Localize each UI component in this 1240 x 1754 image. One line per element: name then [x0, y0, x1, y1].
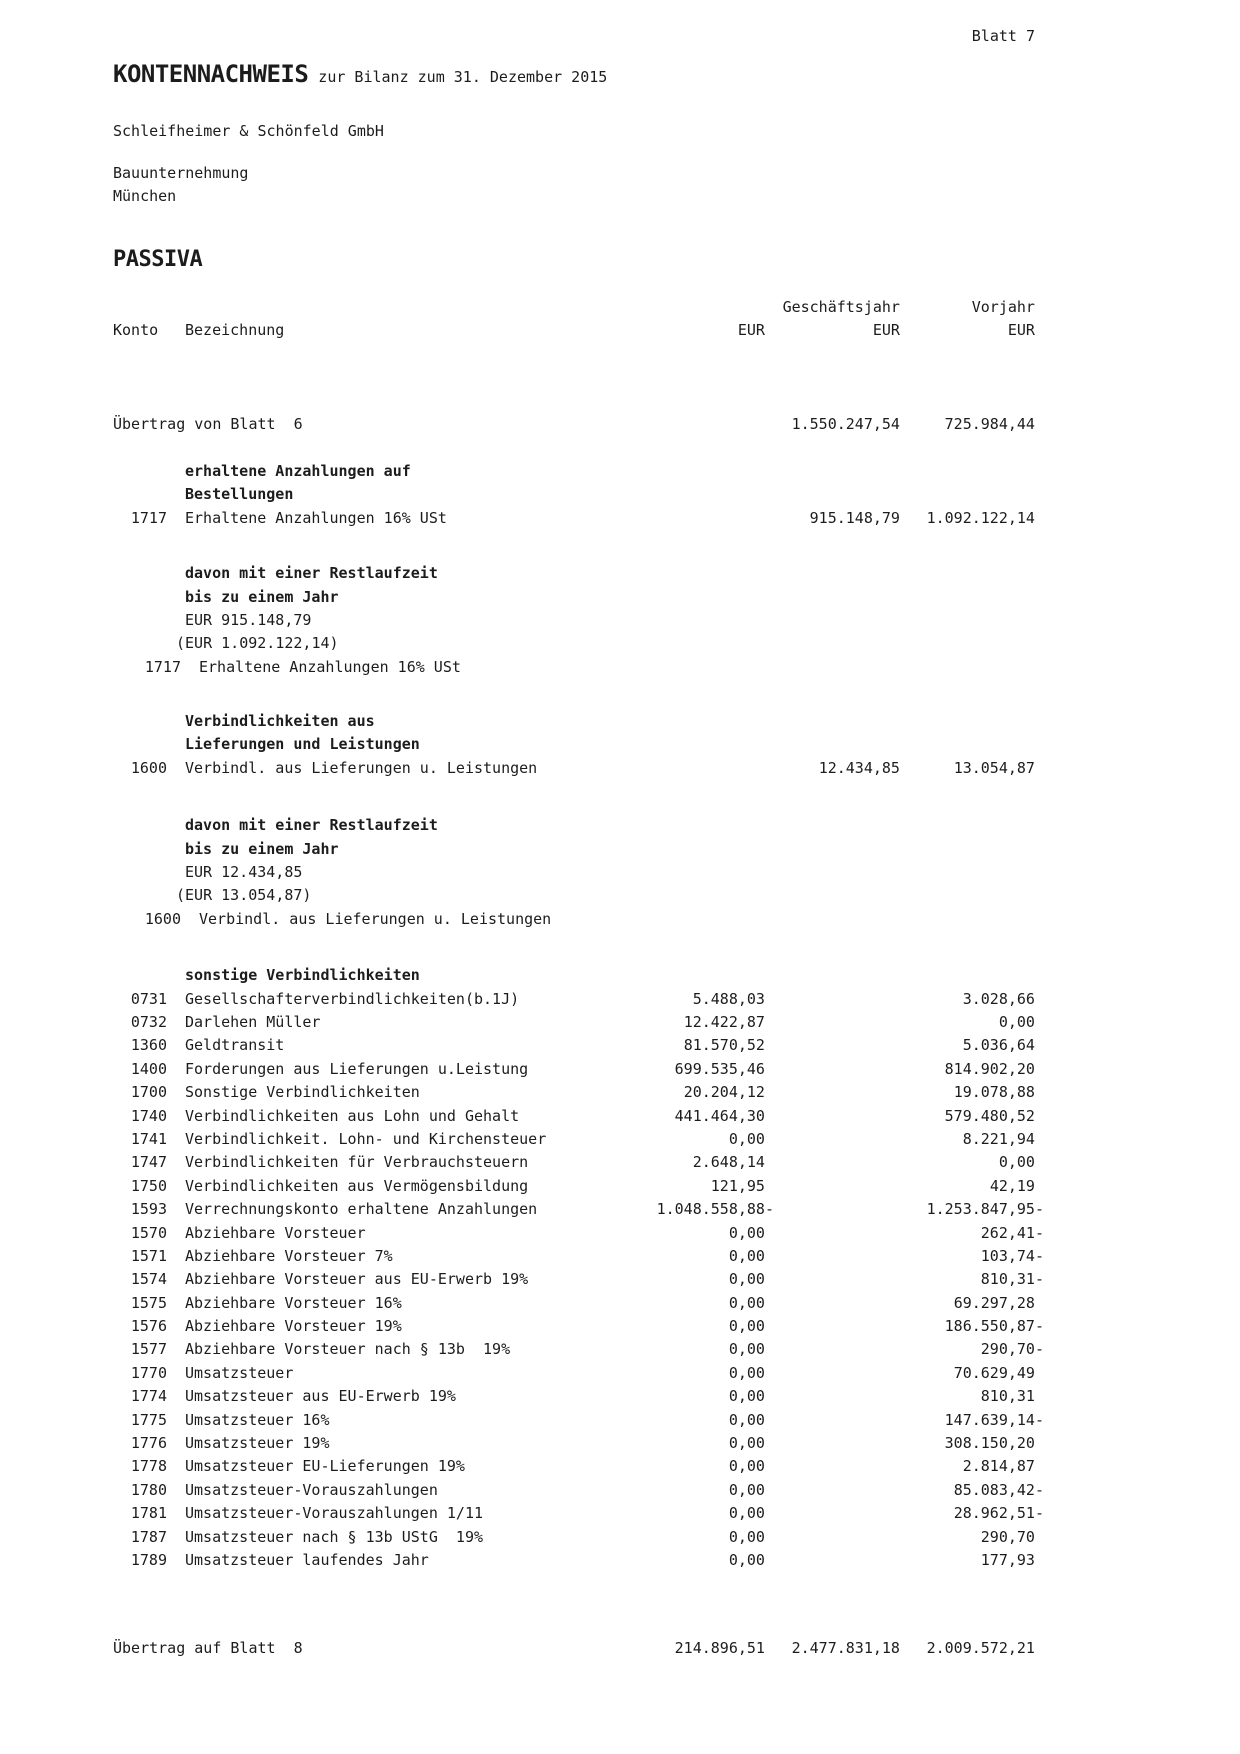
value-prior-year: 1.092.122,14 — [926, 508, 1044, 527]
value-prior-year: 42,19 — [989, 1176, 1044, 1195]
company-business: Bauunternehmung — [113, 164, 249, 182]
value-prior-year: 814.902,20 — [944, 1059, 1044, 1078]
value-prior-year: 810,31- — [980, 1270, 1044, 1289]
value-current-year — [774, 1268, 909, 1291]
section-heading-text: davon mit einer Restlaufzeit — [185, 816, 438, 835]
value-current-year — [774, 1222, 909, 1245]
value-eur: 0,00 — [728, 1434, 774, 1453]
table-row — [113, 1175, 1044, 1198]
value-prior-year: 725.984,44 — [944, 414, 1044, 433]
value-eur: 0,00 — [728, 1410, 774, 1429]
value-eur: 0,00 — [728, 1387, 774, 1406]
account-label: Darlehen Müller — [185, 1012, 321, 1031]
table-row — [113, 1151, 1044, 1174]
value-current-year — [774, 1526, 909, 1549]
value-current-year — [774, 1455, 909, 1478]
value-eur: 0,00 — [728, 1363, 774, 1382]
table-row — [113, 1292, 1044, 1315]
table-header — [113, 296, 1044, 343]
value-eur: 2.648,14 — [692, 1153, 774, 1172]
value-prior-year: 262,41- — [980, 1223, 1044, 1242]
spacer — [113, 679, 1044, 710]
value-current-year — [774, 1338, 909, 1361]
account-label: Umsatzsteuer 16% — [185, 1410, 330, 1429]
value-current-year — [774, 1034, 909, 1057]
value-current-year: 2.477.831,18 — [791, 1639, 909, 1658]
value-current-year — [774, 1081, 909, 1104]
value-eur: 214.896,51 — [674, 1639, 774, 1658]
account-label: Umsatzsteuer-Vorauszahlungen — [185, 1480, 438, 1499]
account-label: Sonstige Verbindlichkeiten — [185, 1083, 420, 1102]
table-row — [113, 988, 1044, 1011]
carry-forward-label: Übertrag von Blatt 6 — [113, 414, 303, 433]
value-prior-year: 2.814,87 — [962, 1457, 1044, 1476]
value-current-year — [774, 988, 909, 1011]
spacer — [113, 1572, 1044, 1637]
value-prior-year: 810,31 — [980, 1387, 1044, 1406]
report-title-line — [113, 60, 1044, 92]
account-number: 1781 — [130, 1504, 167, 1523]
restlaufzeit-prior-amount-text: (EUR 13.054,87) — [176, 886, 312, 905]
account-label: Geldtransit — [185, 1036, 285, 1055]
section-heading — [113, 562, 1044, 585]
section-heading — [113, 483, 1044, 506]
table-row — [113, 1315, 1044, 1338]
account-label: Verrechnungskonto erhaltene Anzahlungen — [185, 1200, 538, 1219]
account-label: Verbindlichkeiten aus Lohn und Gehalt — [185, 1106, 520, 1125]
restlaufzeit-account-row — [127, 656, 1044, 679]
value-prior-year: 8.221,94 — [962, 1129, 1044, 1148]
spacer — [113, 436, 1044, 460]
value-current-year — [774, 1198, 909, 1221]
section-heading-text: Bestellungen — [185, 485, 294, 504]
section-heading-text: davon mit einer Restlaufzeit — [185, 564, 438, 583]
value-current-year — [774, 1011, 909, 1034]
account-number: 1717 — [130, 508, 167, 527]
section-heading-text: sonstige Verbindlichkeiten — [185, 966, 420, 985]
value-current-year: 1.550.247,54 — [791, 414, 909, 433]
value-eur: 0,00 — [728, 1270, 774, 1289]
section-heading-text: bis zu einem Jahr — [185, 839, 339, 858]
value-prior-year: 3.028,66 — [962, 989, 1044, 1008]
column-group-current-year: Geschäftsjahr — [782, 297, 909, 316]
value-prior-year: 5.036,64 — [962, 1036, 1044, 1055]
account-label: Abziehbare Vorsteuer aus EU-Erwerb 19% — [185, 1270, 529, 1289]
value-prior-year: 0,00 — [998, 1153, 1044, 1172]
table-row — [113, 1222, 1044, 1245]
section-heading — [113, 586, 1044, 609]
column-eur-prior-year: EUR — [1007, 321, 1044, 340]
account-label: Umsatzsteuer EU-Lieferungen 19% — [185, 1457, 465, 1476]
value-prior-year: 177,93 — [980, 1550, 1044, 1569]
section-heading-text: Lieferungen und Leistungen — [185, 735, 420, 754]
account-label: Abziehbare Vorsteuer nach § 13b 19% — [185, 1340, 511, 1359]
account-number: 1747 — [130, 1153, 167, 1172]
account-label: Abziehbare Vorsteuer 7% — [185, 1246, 393, 1265]
table-header-columns — [113, 319, 1044, 342]
account-number: 1600 — [144, 909, 181, 928]
value-current-year — [774, 1549, 909, 1572]
restlaufzeit-amount-text: EUR 915.148,79 — [185, 610, 312, 629]
section-heading — [113, 733, 1044, 756]
account-number: 1717 — [144, 657, 181, 676]
account-label: Forderungen aus Lieferungen u.Leistung — [185, 1059, 529, 1078]
value-eur: 0,00 — [728, 1317, 774, 1336]
section-heading-text: Verbindlichkeiten aus — [185, 712, 375, 731]
column-eur-current-year: EUR — [872, 321, 909, 340]
value-prior-year: 19.078,88 — [953, 1083, 1044, 1102]
value-current-year — [774, 1362, 909, 1385]
section-heading — [113, 814, 1044, 837]
value-current-year — [774, 1409, 909, 1432]
value-prior-year: 2.009.572,21 — [926, 1639, 1044, 1658]
value-eur: 0,00 — [728, 1504, 774, 1523]
value-prior-year: 13.054,87 — [953, 758, 1044, 777]
account-label: Abziehbare Vorsteuer — [185, 1223, 366, 1242]
table-row — [113, 1058, 1044, 1081]
restlaufzeit-prior-amount-line — [113, 632, 1044, 655]
value-eur: 81.570,52 — [683, 1036, 774, 1055]
value-eur: 441.464,30 — [674, 1106, 774, 1125]
spacer — [113, 530, 1044, 562]
table-row — [113, 1081, 1044, 1104]
value-eur: 0,00 — [728, 1340, 774, 1359]
section-title-passiva: PASSIVA — [113, 246, 203, 272]
restlaufzeit-prior-amount-text: (EUR 1.092.122,14) — [176, 634, 339, 653]
account-label: Verbindlichkeiten für Verbrauchsteuern — [185, 1153, 529, 1172]
value-prior-year: 186.550,87- — [944, 1317, 1044, 1336]
account-label: Umsatzsteuer-Vorauszahlungen 1/11 — [185, 1504, 484, 1523]
account-label: Abziehbare Vorsteuer 19% — [185, 1317, 402, 1336]
value-eur: 0,00 — [728, 1480, 774, 1499]
value-eur: 0,00 — [728, 1246, 774, 1265]
account-number: 1593 — [130, 1200, 167, 1219]
value-current-year — [774, 1151, 909, 1174]
value-eur: 0,00 — [728, 1293, 774, 1312]
account-label: Abziehbare Vorsteuer 16% — [185, 1293, 402, 1312]
account-number: 1600 — [130, 758, 167, 777]
table-row — [113, 507, 1044, 530]
value-eur: 0,00 — [728, 1457, 774, 1476]
carry-forward-row — [113, 413, 1044, 436]
account-label: Verbindl. aus Lieferungen u. Leistungen — [199, 909, 552, 928]
table-row — [113, 1362, 1044, 1385]
account-number: 1774 — [130, 1387, 167, 1406]
column-bezeichnung: Bezeichnung — [185, 321, 285, 340]
table-row — [113, 1479, 1044, 1502]
value-eur: 0,00 — [728, 1129, 774, 1148]
report-title: KONTENNACHWEIS — [113, 60, 309, 88]
account-number: 1776 — [130, 1434, 167, 1453]
value-eur: 121,95 — [710, 1176, 774, 1195]
account-label: Umsatzsteuer nach § 13b UStG 19% — [185, 1527, 484, 1546]
restlaufzeit-prior-amount-line — [113, 884, 1044, 907]
sheet-number: Blatt 7 — [971, 27, 1035, 45]
value-current-year — [774, 1385, 909, 1408]
value-eur: 5.488,03 — [692, 989, 774, 1008]
restlaufzeit-amount-line — [113, 861, 1044, 884]
restlaufzeit-amount-text: EUR 12.434,85 — [185, 863, 303, 882]
value-current-year — [774, 1479, 909, 1502]
restlaufzeit-account-row — [127, 908, 1044, 931]
account-number: 1571 — [130, 1246, 167, 1265]
value-prior-year: 1.253.847,95- — [926, 1200, 1044, 1219]
carry-forward-row — [113, 1637, 1044, 1660]
account-number: 1740 — [130, 1106, 167, 1125]
account-number: 1789 — [130, 1550, 167, 1569]
account-number: 1400 — [130, 1059, 167, 1078]
account-label: Umsatzsteuer aus EU-Erwerb 19% — [185, 1387, 456, 1406]
value-current-year — [774, 1128, 909, 1151]
value-prior-year: 28.962,51- — [953, 1504, 1044, 1523]
value-current-year — [774, 1175, 909, 1198]
table-header-groups — [113, 296, 1044, 319]
company-city: München — [113, 187, 177, 206]
account-number: 1570 — [130, 1223, 167, 1242]
table-row — [113, 1198, 1044, 1221]
company-name: Schleifheimer & Schönfeld GmbH — [113, 122, 384, 140]
account-number: 1577 — [130, 1340, 167, 1359]
table-row — [113, 1502, 1044, 1525]
column-group-prior-year: Vorjahr — [971, 297, 1044, 316]
table-row — [113, 1268, 1044, 1291]
account-label: Umsatzsteuer — [185, 1363, 294, 1382]
account-number: 1775 — [130, 1410, 167, 1429]
value-prior-year: 290,70 — [980, 1527, 1044, 1546]
value-eur: 0,00 — [728, 1527, 774, 1546]
table-row — [113, 1338, 1044, 1361]
table-row — [113, 1245, 1044, 1268]
table-row — [113, 757, 1044, 780]
account-number: 1576 — [130, 1317, 167, 1336]
table-body — [113, 343, 1044, 1661]
column-konto: Konto — [113, 321, 159, 340]
table-row — [113, 1034, 1044, 1057]
value-eur — [634, 757, 774, 780]
value-prior-year: 579.480,52 — [944, 1106, 1044, 1125]
value-eur — [634, 413, 774, 436]
value-prior-year: 147.639,14- — [944, 1410, 1044, 1429]
value-current-year: 12.434,85 — [818, 758, 909, 777]
table-row — [113, 1011, 1044, 1034]
account-number: 1700 — [130, 1083, 167, 1102]
value-prior-year: 70.629,49 — [953, 1363, 1044, 1382]
value-prior-year: 290,70- — [980, 1340, 1044, 1359]
table-row — [113, 1385, 1044, 1408]
table-row — [113, 1549, 1044, 1572]
spacer — [113, 780, 1044, 814]
value-current-year — [774, 1292, 909, 1315]
section-heading — [113, 838, 1044, 861]
section-heading — [113, 710, 1044, 733]
account-label: Umsatzsteuer laufendes Jahr — [185, 1550, 429, 1569]
carry-forward-label: Übertrag auf Blatt 8 — [113, 1639, 303, 1658]
value-current-year — [774, 1105, 909, 1128]
account-number: 0732 — [130, 1012, 167, 1031]
value-eur: 1.048.558,88- — [656, 1200, 774, 1219]
account-number: 1741 — [130, 1129, 167, 1148]
section-heading — [113, 460, 1044, 483]
account-label: Erhaltene Anzahlungen 16% USt — [199, 657, 461, 676]
table-row — [113, 1105, 1044, 1128]
table-row — [113, 1128, 1044, 1151]
account-number: 1360 — [130, 1036, 167, 1055]
account-number: 1780 — [130, 1480, 167, 1499]
account-number: 1575 — [130, 1293, 167, 1312]
account-label: Umsatzsteuer 19% — [185, 1434, 330, 1453]
account-label: Verbindlichkeit. Lohn- und Kirchensteuer — [185, 1129, 547, 1148]
table-row — [113, 1432, 1044, 1455]
table-row — [113, 1526, 1044, 1549]
value-prior-year: 69.297,28 — [953, 1293, 1044, 1312]
table-row — [113, 1455, 1044, 1478]
value-eur — [634, 507, 774, 530]
account-number: 1750 — [130, 1176, 167, 1195]
section-heading-text: erhaltene Anzahlungen auf — [185, 461, 411, 480]
value-prior-year: 308.150,20 — [944, 1434, 1044, 1453]
value-current-year — [774, 1058, 909, 1081]
value-prior-year: 103,74- — [980, 1246, 1044, 1265]
account-number: 1574 — [130, 1270, 167, 1289]
account-label: Erhaltene Anzahlungen 16% USt — [185, 508, 447, 527]
value-current-year — [774, 1315, 909, 1338]
value-current-year: 915.148,79 — [809, 508, 909, 527]
restlaufzeit-amount-line — [113, 609, 1044, 632]
account-label: Verbindl. aus Lieferungen u. Leistungen — [185, 758, 538, 777]
value-prior-year: 0,00 — [998, 1012, 1044, 1031]
value-prior-year: 85.083,42- — [953, 1480, 1044, 1499]
spacer — [113, 931, 1044, 964]
account-number: 0731 — [130, 989, 167, 1008]
value-eur: 12.422,87 — [683, 1012, 774, 1031]
value-current-year — [774, 1245, 909, 1268]
value-eur: 0,00 — [728, 1223, 774, 1242]
account-label: Verbindlichkeiten aus Vermögensbildung — [185, 1176, 529, 1195]
report-title-suffix: zur Bilanz zum 31. Dezember 2015 — [318, 68, 608, 86]
table-row — [113, 1409, 1044, 1432]
account-number: 1787 — [130, 1527, 167, 1546]
column-eur-1: EUR — [737, 321, 774, 340]
value-eur: 20.204,12 — [683, 1083, 774, 1102]
value-current-year — [774, 1432, 909, 1455]
spacer — [113, 343, 1044, 413]
section-heading-text: bis zu einem Jahr — [185, 587, 339, 606]
value-eur: 699.535,46 — [674, 1059, 774, 1078]
value-current-year — [774, 1502, 909, 1525]
section-heading — [113, 964, 1044, 987]
value-eur: 0,00 — [728, 1550, 774, 1569]
account-number: 1778 — [130, 1457, 167, 1476]
account-number: 1770 — [130, 1363, 167, 1382]
account-label: Gesellschafterverbindlichkeiten(b.1J) — [185, 989, 520, 1008]
